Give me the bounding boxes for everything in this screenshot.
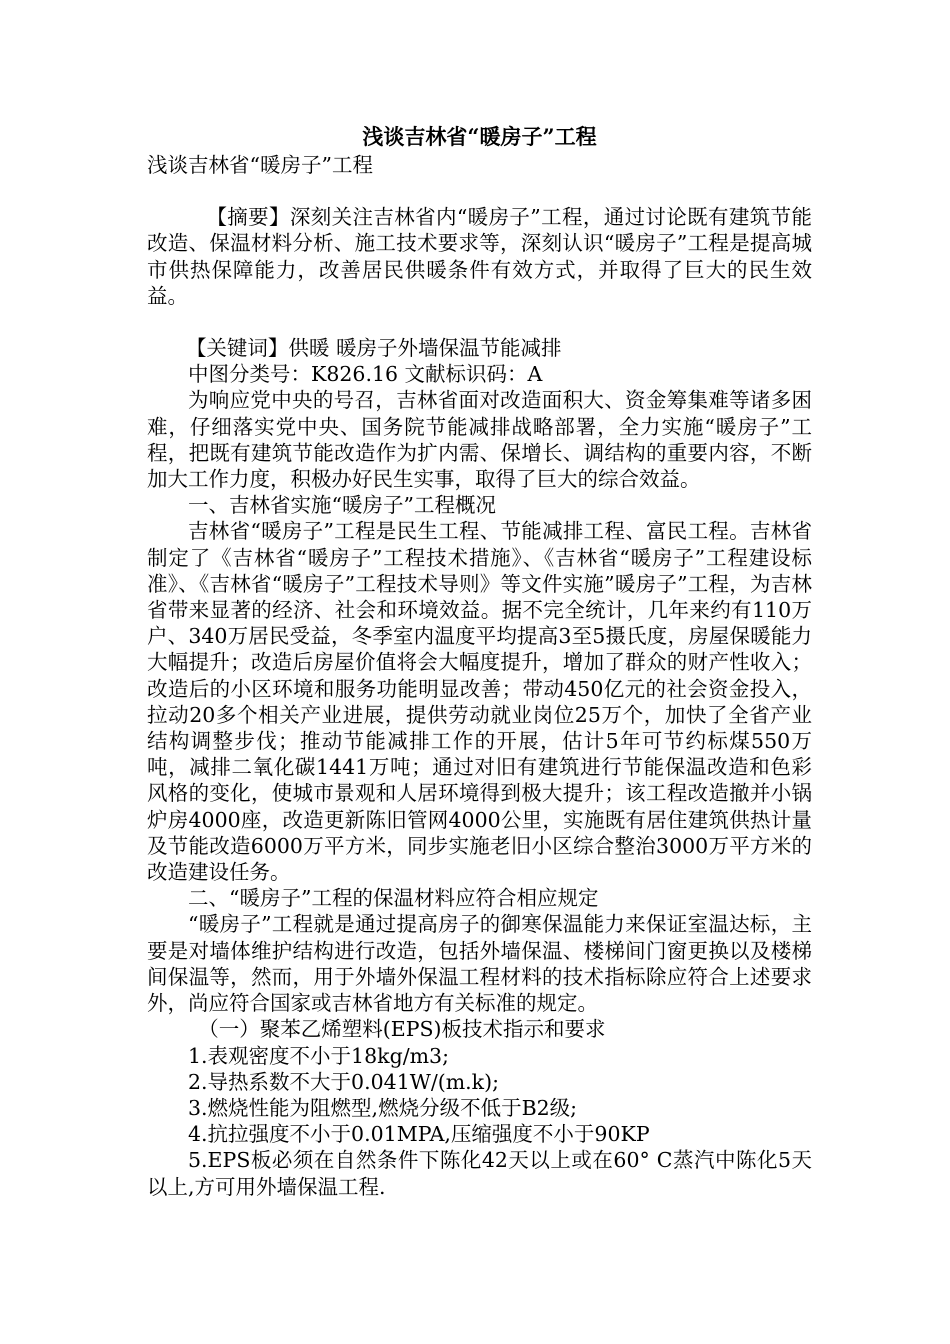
classification: 中图分类号：K826.16 文献标识码：A (188, 362, 543, 387)
subsection-heading-eps: （一）聚苯乙烯塑料(EPS)板技术指示和要求 (198, 1017, 606, 1042)
spacer (147, 309, 812, 335)
section-heading-2: 二、“暖房子”工程的保温材料应符合相应规定 (188, 886, 599, 911)
section-heading-1: 一、吉林省实施“暖房子”工程概况 (188, 493, 496, 518)
list-item: 4.抗拉强度不小于0.01MPA,压缩强度不小于90KP (188, 1122, 650, 1147)
abstract: 【摘要】深刻关注吉林省内“暖房子”工程，通过讨论既有建筑节能改造、保温材料分析、施工技术要求等，深刻认识“暖房子”工程是提高城市供热保障能力，改善居民供暖条件有效方式，并取得了巨大的民生效益。 (147, 205, 812, 308)
list-item: 2.导热系数不大于0.041W/(m.k); (188, 1069, 500, 1094)
list-item: 1.表观密度不小于18kg/m3; (188, 1043, 449, 1068)
keywords: 【关键词】供暖 暖房子外墙保温节能减排 (185, 336, 562, 361)
paragraph-intro: 为响应党中央的号召，吉林省面对改造面积大、资金筹集难等诸多困难，仔细落实党中央、国务院节能减排战略部署，全力实施“暖房子”工程，把既有建筑节能改造作为扩内需、保增长、调结构的重要内容，不断加大工作力度，积极办好民生实事，取得了巨大的综合效益。 (147, 388, 812, 492)
list-item: 3.燃烧性能为阻燃型,燃烧分级不低于B2级; (188, 1095, 578, 1120)
spacer (147, 178, 812, 204)
document-title: 浅谈吉林省“暖房子”工程 (362, 124, 597, 149)
paragraph-materials: “暖房子”工程就是通过提高房子的御寒保温能力来保证室温达标，主要是对墙体维护结构进行改造，包括外墙保温、楼梯间门窗更换以及楼梯间保温等，然而，用于外墙外保温工程材料的技术指标除应符合上述要求外，尚应符合国家或吉林省地方有关标准的规定。 (147, 912, 812, 1016)
document-subtitle: 浅谈吉林省“暖房子”工程 (147, 153, 373, 177)
list-item: 5.EPS板必须在自然条件下陈化42天以上或在60° C蒸汽中陈化5天以上,方可用外墙保温工程. (147, 1148, 812, 1199)
document-page (147, 122, 812, 1200)
paragraph-overview: 吉林省“暖房子”工程是民生工程、节能减排工程、富民工程。吉林省制定了《吉林省“暖房子”工程技术措施》、《吉林省“暖房子”工程建设标准》、《吉林省“暖房子”工程技术导则》等文件实施”暖房子”工程，为吉林省带来显著的经济、社会和环境效益。据不完全统计，几年来约有110万户、340万居民受益，冬季室内温度平均提高3至5摄氏度，房屋保暖能力大幅提升；改造后房屋价值将会大幅度提升，增加了群众的财产性收入；改造后的小区环境和服务功能明显改善；带动450亿元的社会资金投入，拉动20多个相关产业进展，提供劳动就业岗位25万个，加快了全省产业结构调整步伐；推动节能减排工作的开展，估计5年可节约标煤550万吨，减排二氧化碳1441万吨；通过对旧有建筑进行节能保温改造和色彩风格的变化，使城市景观和人居环境得到极大提升；该工程改造撤并小锅炉房4000座，改造更新陈旧管网4000公里，实施既有居住建筑供热计量及节能改造6000万平方米，同步实施老旧小区综合整治3000万平方米的改造建设任务。 (147, 519, 812, 885)
